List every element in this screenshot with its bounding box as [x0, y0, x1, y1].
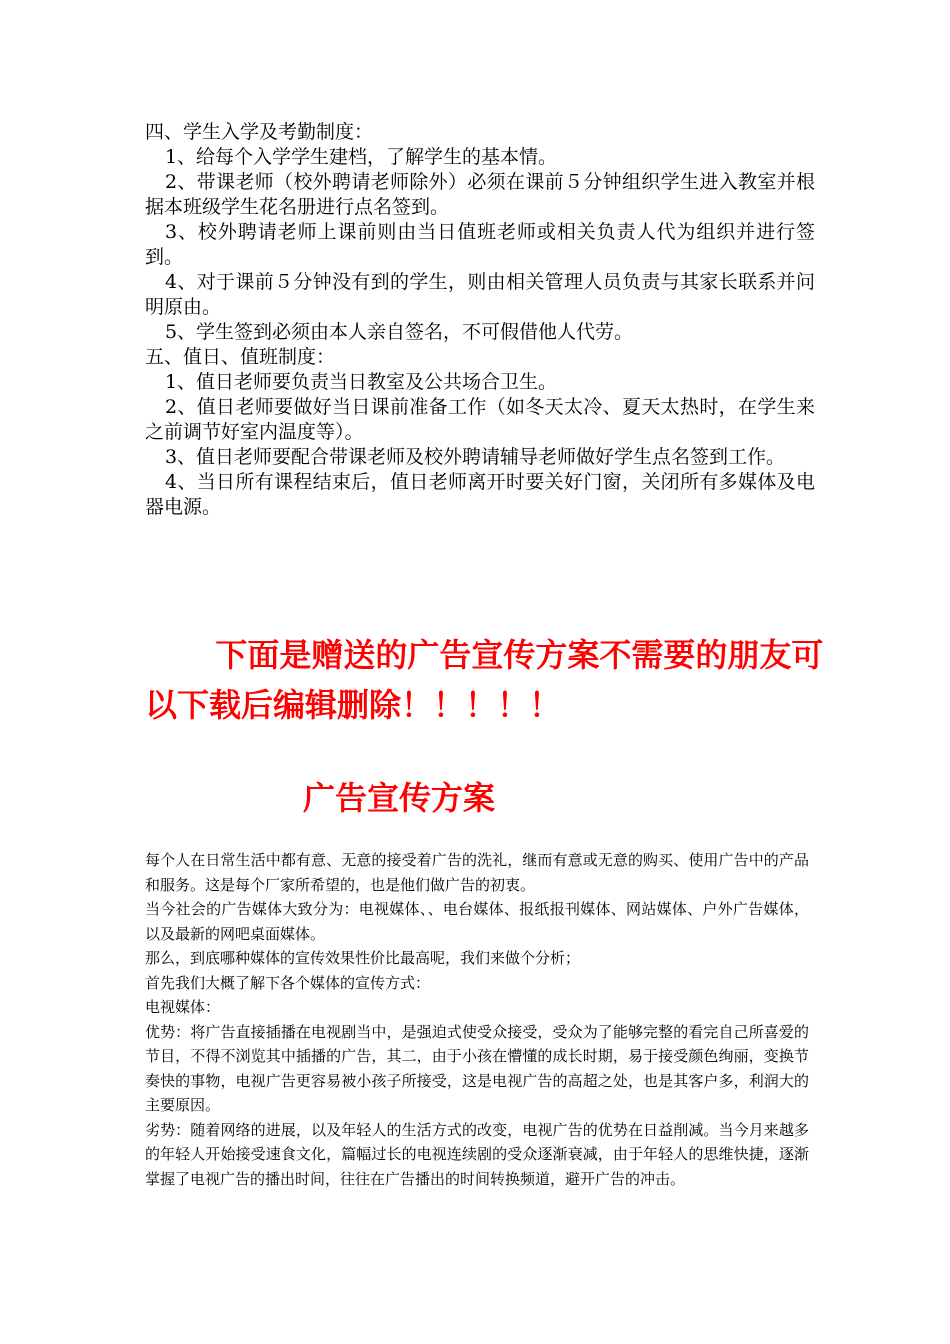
ad-plan-body — [145, 848, 809, 1191]
list-item: 4、对于课前５分钟没有到的学生，则由相关管理人员负责与其家长联系并问明原由。 — [145, 271, 815, 318]
list-item: 3、值日老师要配合带课老师及校外聘请辅导老师做好学生点名签到工作。 — [164, 446, 786, 468]
paragraph: 当今社会的广告媒体大致分为：电视媒体、、电台媒体、报纸报刊媒体、网站媒体、户外广告媒体，以及最新的网吧桌面媒体。 — [145, 900, 809, 943]
list-item: 5、学生签到必须由本人亲自签名，不可假借他人代劳。 — [164, 321, 634, 343]
regulations-section — [145, 120, 815, 520]
paragraph: 每个人在日常生活中都有意、无意的接受着广告的洗礼，继而有意或无意的购买、使用广告中的产品和服务。这是每个厂家所希望的，也是他们做广告的初衷。 — [145, 851, 809, 894]
paragraph: 劣势：随着网络的进展，以及年轻人的生活方式的改变，电视广告的优势在日益削减。当今月来越多的年轻人开始接受速食文化，篇幅过长的电视连续剧的受众逐渐衰减，由于年轻人的思维快捷，逐渐掌握了电视广告的播出时间，往往在广告播出的时间转换频道，避开广告的冲击。 — [145, 1120, 809, 1188]
list-item: 1、给每个入学学生建档，了解学生的基本情。 — [164, 146, 558, 168]
ad-plan-title: 广告宣传方案 — [303, 779, 496, 817]
list-item: 2、值日老师要做好当日课前准备工作（如冬天太冷、夏天太热时，在学生来之前调节好室内温度等）。 — [145, 396, 815, 443]
section-heading-attendance: 四、学生入学及考勤制度： — [145, 121, 374, 143]
list-item: 1、值日老师要负责当日教室及公共场合卫生。 — [164, 371, 558, 393]
paragraph: 电视媒体： — [145, 998, 221, 1016]
list-item: 3、校外聘请老师上课前则由当日值班老师或相关负责人代为组织并进行签到。 — [145, 221, 815, 268]
paragraph: 优势：将广告直接插播在电视剧当中，是强迫式使受众接受，受众为了能够完整的看完自己所喜爱的节目，不得不浏览其中插播的广告，其二，由于小孩在懵懂的成长时期，易于接受颜色绚丽，变换节奏快的事物，电视广告更容易被小孩子所接受，这是电视广告的高超之处，也是其客户多，利润大的主要原因。 — [145, 1022, 809, 1114]
section-heading-duty: 五、值日、值班制度： — [145, 346, 336, 368]
paragraph: 首先我们大概了解下各个媒体的宣传方式： — [145, 973, 431, 992]
paragraph: 那么，到底哪种媒体的宣传效果性价比最高呢，我们来做个分析； — [145, 949, 581, 967]
promo-notice: 下面是赠送的广告宣传方案不需要的朋友可以下载后编辑删除！！！！！ — [145, 636, 824, 724]
list-item: 4、当日所有课程结束后，值日老师离开时要关好门窗，关闭所有多媒体及电器电源。 — [145, 471, 815, 518]
list-item: 2、带课老师（校外聘请老师除外）必须在课前５分钟组织学生进入教室并根据本班级学生花名册进行点名签到。 — [145, 171, 815, 218]
